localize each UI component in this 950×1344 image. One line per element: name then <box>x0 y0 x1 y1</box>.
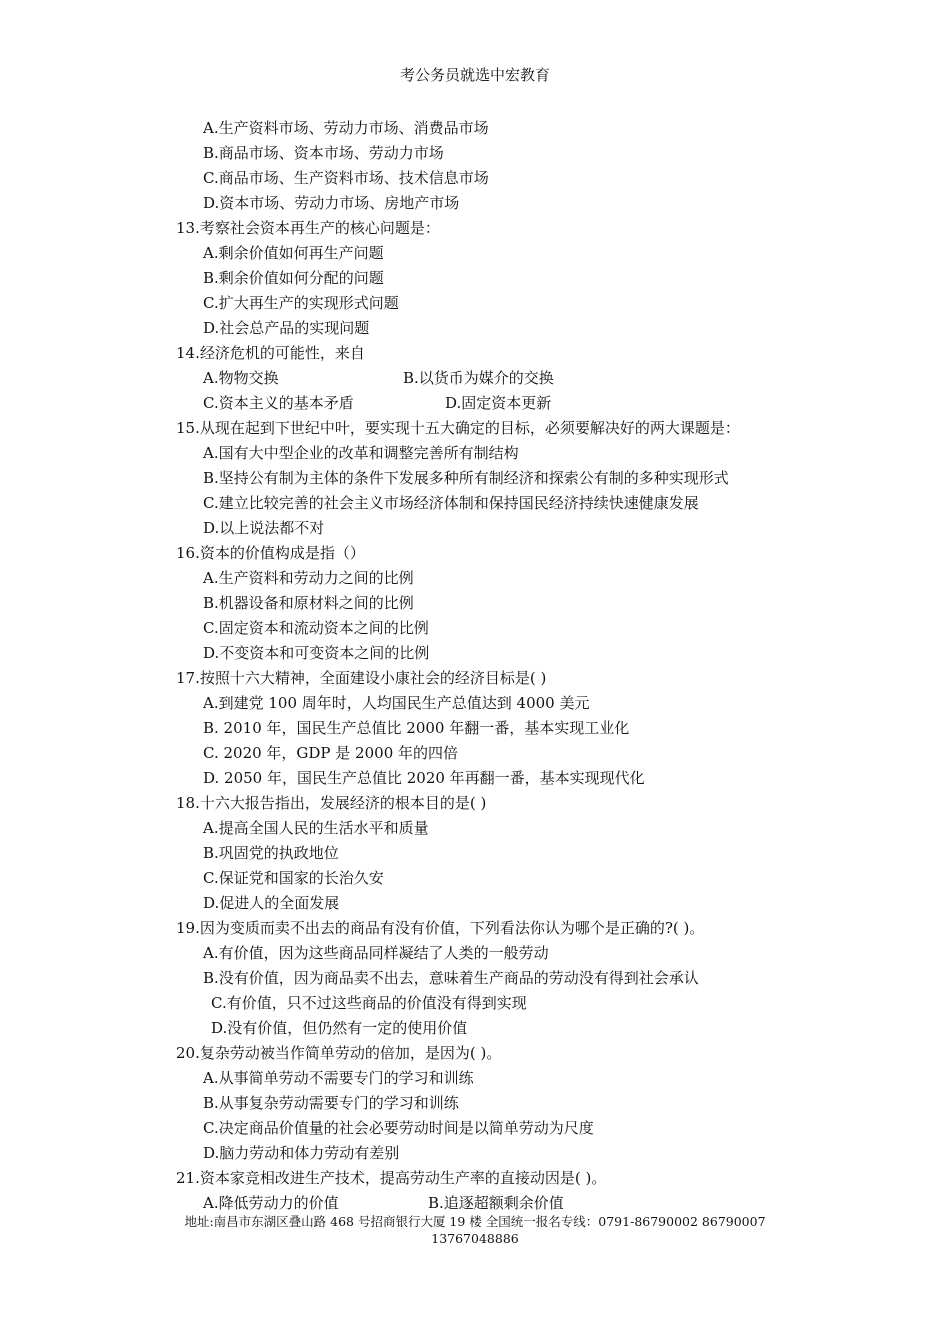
option-line: A.提高全国人民的生活水平和质量 <box>203 819 429 837</box>
option-line: A.物物交换 <box>203 369 279 387</box>
footer-phone: 13767048886 <box>431 1231 519 1246</box>
question-stem: 16.资本的价值构成是指（） <box>176 544 365 562</box>
page-footer <box>0 1213 950 1247</box>
option-line: B.商品市场、资本市场、劳动力市场 <box>203 144 444 162</box>
option-line: B.以货币为媒介的交换 <box>403 369 554 387</box>
option-line: B.机器设备和原材料之间的比例 <box>203 594 414 612</box>
option-line: D.促进人的全面发展 <box>203 894 340 912</box>
option-line: C.有价值，只不过这些商品的价值没有得到实现 <box>211 994 527 1012</box>
question-stem: 13.考察社会资本再生产的核心问题是： <box>176 219 440 237</box>
option-line: C.保证党和国家的长治久安 <box>203 869 384 887</box>
option-line: D.以上说法都不对 <box>203 519 325 537</box>
question-stem: 21.资本家竞相改进生产技术，提高劳动生产率的直接动因是( )。 <box>176 1169 607 1187</box>
option-line: B.剩余价值如何分配的问题 <box>203 269 384 287</box>
option-line: D. 2050 年，国民生产总值比 2020 年再翻一番，基本实现现代化 <box>203 769 645 787</box>
option-line: A.降低劳动力的价值 <box>203 1194 339 1212</box>
question-stem: 19.因为变质而卖不出去的商品有没有价值，下列看法你认为哪个是正确的?( )。 <box>176 919 705 937</box>
option-line: B.巩固党的执政地位 <box>203 844 339 862</box>
option-line: C. 2020 年，GDP 是 2000 年的四倍 <box>203 744 459 762</box>
option-line: C.建立比较完善的社会主义市场经济体制和保持国民经济持续快速健康发展 <box>203 494 699 512</box>
option-line: B.从事复杂劳动需要专门的学习和训练 <box>203 1094 459 1112</box>
option-line: B. 2010 年，国民生产总值比 2000 年翻一番，基本实现工业化 <box>203 719 630 737</box>
option-line: C.资本主义的基本矛盾 <box>203 394 354 412</box>
option-line: A.生产资料和劳动力之间的比例 <box>203 569 414 587</box>
option-line: D.社会总产品的实现问题 <box>203 319 370 337</box>
option-line: B.没有价值，因为商品卖不出去，意味着生产商品的劳动没有得到社会承认 <box>203 969 699 987</box>
option-line: D.不变资本和可变资本之间的比例 <box>203 644 430 662</box>
option-line: A.生产资料市场、劳动力市场、消费品市场 <box>203 119 489 137</box>
option-line: A.到建党 100 周年时，人均国民生产总值达到 4000 美元 <box>203 694 590 712</box>
option-line: C.固定资本和流动资本之间的比例 <box>203 619 429 637</box>
question-stem: 17.按照十六大精神，全面建设小康社会的经济目标是( ) <box>176 669 547 687</box>
option-line: B.追逐超额剩余价值 <box>428 1194 564 1212</box>
question-stem: 18.十六大报告指出，发展经济的根本目的是( ) <box>176 794 487 812</box>
option-line: C.商品市场、生产资料市场、技术信息市场 <box>203 169 489 187</box>
option-line: A.从事简单劳动不需要专门的学习和训练 <box>203 1069 474 1087</box>
option-line: B.坚持公有制为主体的条件下发展多种所有制经济和探索公有制的多种实现形式 <box>203 469 729 487</box>
option-line: A.有价值，因为这些商品同样凝结了人类的一般劳动 <box>203 944 549 962</box>
option-line: D.资本市场、劳动力市场、房地产市场 <box>203 194 460 212</box>
option-line: D.脑力劳动和体力劳动有差别 <box>203 1144 400 1162</box>
page-header: 考公务员就选中宏教育 <box>399 66 550 84</box>
question-stem: 20.复杂劳动被当作简单劳动的倍加，是因为( )。 <box>176 1044 502 1062</box>
footer-address: 地址:南昌市东湖区叠山路 468 号招商银行大厦 19 楼 全国统一报名专线：0791-86790002 86790007 <box>184 1214 766 1229</box>
question-stem: 14.经济危机的可能性，来自 <box>176 344 365 362</box>
option-line: A.剩余价值如何再生产问题 <box>203 244 384 262</box>
option-line: C.决定商品价值量的社会必要劳动时间是以简单劳动为尺度 <box>203 1119 594 1137</box>
option-line: D.没有价值，但仍然有一定的使用价值 <box>211 1019 468 1037</box>
option-line: A.国有大中型企业的改革和调整完善所有制结构 <box>203 444 519 462</box>
question-stem: 15.从现在起到下世纪中叶，要实现十五大确定的目标，必须要解决好的两大课题是： <box>176 419 740 437</box>
option-line: D.固定资本更新 <box>445 394 552 412</box>
option-line: C.扩大再生产的实现形式问题 <box>203 294 399 312</box>
